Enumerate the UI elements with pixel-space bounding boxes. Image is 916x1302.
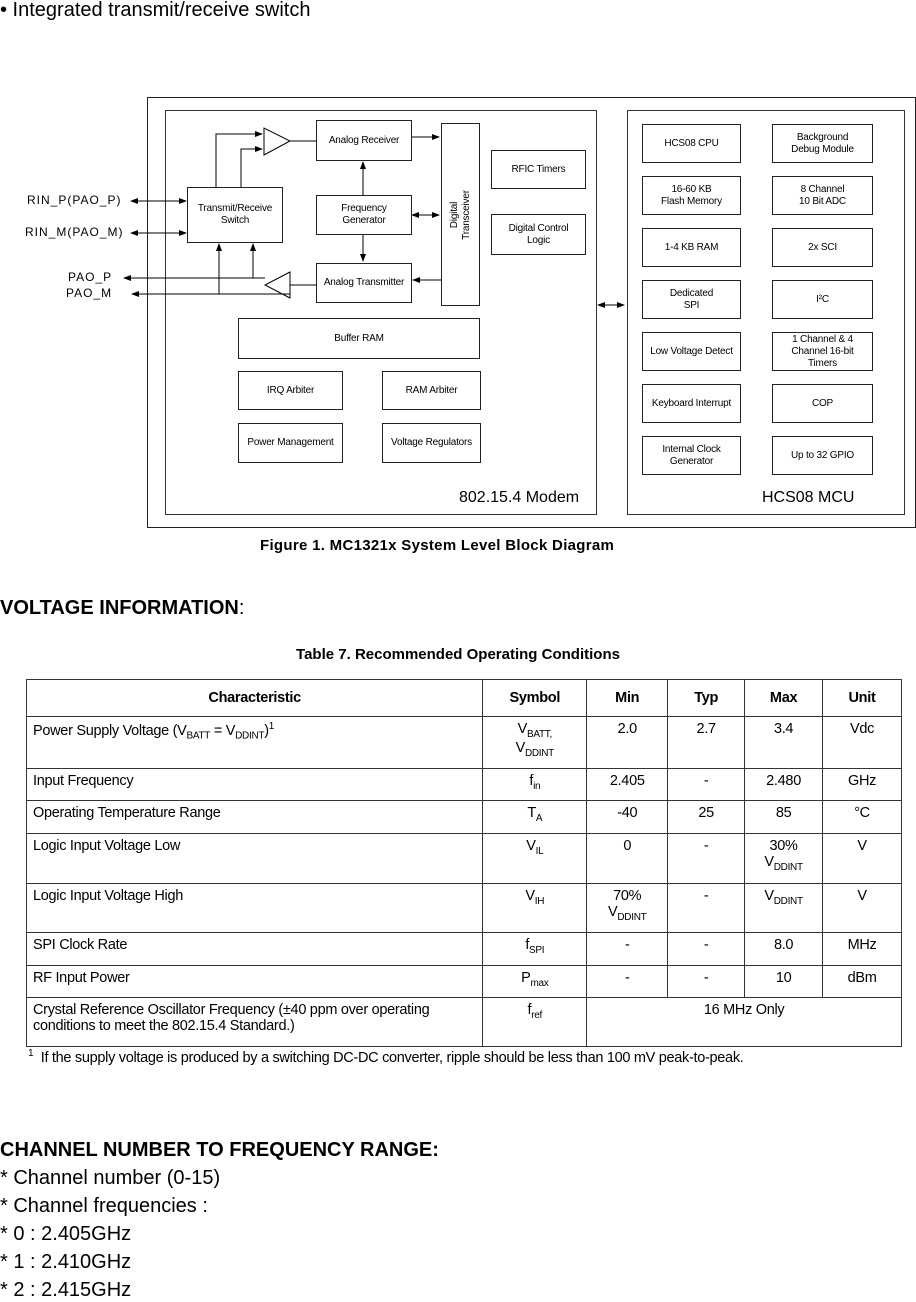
typ-cell: - <box>668 966 745 998</box>
bullet-text: • Integrated transmit/receive switch <box>0 0 311 21</box>
characteristic-cell <box>27 717 483 769</box>
text: f <box>529 773 534 789</box>
max-cell <box>745 834 823 884</box>
text: f <box>525 937 530 953</box>
digital-transceiver-block <box>441 123 480 306</box>
frequency-generator-block: Frequency Generator <box>316 195 412 235</box>
table-row <box>27 769 902 801</box>
footnote-mark: 1 <box>28 1048 34 1059</box>
voltage-regulators-block: Voltage Regulators <box>382 423 481 463</box>
header-cell: Typ <box>668 680 745 717</box>
subscript: in <box>533 780 541 792</box>
text: 30% <box>769 838 798 854</box>
subscript: SPI <box>529 944 545 956</box>
tr-switch-block: Transmit/Receive Switch <box>187 187 283 243</box>
mcu-block: Dedicated SPI <box>642 280 741 319</box>
max-cell <box>745 884 823 933</box>
text: f <box>527 1002 532 1018</box>
subscript: DDINT <box>235 730 265 742</box>
mcu-block: 1 Channel & 4 Channel 16-bit Timers <box>772 332 873 371</box>
mcu-block: Internal Clock Generator <box>642 436 741 475</box>
typ-cell: - <box>668 769 745 801</box>
buffer-ram-block: Buffer RAM <box>238 318 480 359</box>
table-row <box>27 966 902 998</box>
min-cell: -40 <box>587 801 668 834</box>
text: V <box>515 739 525 756</box>
typ-cell: 25 <box>668 801 745 834</box>
characteristic-cell: Crystal Reference Oscillator Frequency (±40 ppm over operating conditions to meet the 802.15.4 Standard.) <box>27 998 483 1047</box>
symbol-cell <box>483 801 587 834</box>
table-row <box>27 998 902 1047</box>
subscript: BATT <box>186 730 211 742</box>
mcu-block: 2x SCI <box>772 228 873 267</box>
unit-cell: dBm <box>823 966 902 998</box>
characteristic-cell: RF Input Power <box>27 966 483 998</box>
min-cell: 2.0 <box>587 717 668 769</box>
text: V <box>517 721 527 737</box>
characteristic-cell: Logic Input Voltage Low <box>27 834 483 884</box>
min-cell: 0 <box>587 834 668 884</box>
typ-cell: - <box>668 884 745 933</box>
symbol-cell <box>483 834 587 884</box>
max-cell: 85 <box>745 801 823 834</box>
channel-line: * 2 : 2.415GHz <box>0 1279 132 1301</box>
header-cell: Max <box>745 680 823 717</box>
voltage-heading-colon: : <box>238 597 245 619</box>
text: V <box>526 838 536 854</box>
characteristic-cell: Operating Temperature Range <box>27 801 483 834</box>
mcu-block: COP <box>772 384 873 423</box>
subscript: DDINT <box>773 861 803 873</box>
ram-arbiter-block: RAM Arbiter <box>382 371 481 410</box>
unit-cell: Vdc <box>823 717 902 769</box>
pin-label: RIN_M(PAO_M) <box>25 225 124 239</box>
text: V <box>525 888 535 904</box>
subscript: max <box>530 977 549 989</box>
channel-line: * 1 : 2.410GHz <box>0 1251 132 1273</box>
table-row <box>27 801 902 834</box>
text: Power Supply Voltage (V <box>33 722 187 739</box>
header-cell: Min <box>587 680 668 717</box>
table-row <box>27 933 902 966</box>
modem-label: 802.15.4 Modem <box>459 489 580 506</box>
min-cell: - <box>587 966 668 998</box>
mcu-block: HCS08 CPU <box>642 124 741 163</box>
header-cell: Characteristic <box>27 680 483 717</box>
subscript: BATT, <box>526 728 552 740</box>
text: T <box>527 805 536 821</box>
symbol-cell <box>483 933 587 966</box>
pin-label: PAO_M <box>66 286 113 300</box>
rfic-timers-block: RFIC Timers <box>491 150 586 189</box>
mcu-block: I²C <box>772 280 873 319</box>
symbol-cell <box>483 884 587 933</box>
unit-cell: MHz <box>823 933 902 966</box>
text: V <box>764 888 774 904</box>
table-row <box>27 717 902 769</box>
symbol-cell <box>483 769 587 801</box>
min-cell: - <box>587 933 668 966</box>
footnote-text: If the supply voltage is produced by a switching DC-DC converter, ripple should be less than 100 mV peak-to-peak. <box>40 1049 744 1066</box>
symbol-cell <box>483 717 587 769</box>
subscript: A <box>535 812 543 824</box>
channel-line: * Channel frequencies : <box>0 1195 208 1217</box>
table-row <box>27 834 902 884</box>
value-span-cell: 16 MHz Only <box>587 998 902 1047</box>
text: P <box>521 970 531 986</box>
table-footnote <box>28 1048 744 1066</box>
typ-cell: - <box>668 834 745 884</box>
min-cell <box>587 884 668 933</box>
characteristic-cell: Input Frequency <box>27 769 483 801</box>
symbol-cell <box>483 998 587 1047</box>
text: V <box>608 904 618 920</box>
digital-transceiver-label: Digital Transceiver <box>448 189 472 240</box>
footnote-ref: 1 <box>268 721 274 732</box>
voltage-heading-text: VOLTAGE INFORMATION <box>0 597 239 619</box>
mcu-block: 16-60 KB Flash Memory <box>642 176 741 215</box>
subscript: DDINT <box>773 895 803 907</box>
subscript: DDINT <box>617 911 647 923</box>
mcu-block: Background Debug Module <box>772 124 873 163</box>
figure-caption: Figure 1. MC1321x System Level Block Diagram <box>260 537 615 554</box>
mcu-block: Low Voltage Detect <box>642 332 741 371</box>
digital-control-logic-block: Digital Control Logic <box>491 214 586 255</box>
text: V <box>764 854 774 870</box>
pin-label: PAO_P <box>68 270 113 284</box>
mcu-label: HCS08 MCU <box>762 489 855 506</box>
characteristic-cell: Logic Input Voltage High <box>27 884 483 933</box>
max-cell: 2.480 <box>745 769 823 801</box>
typ-cell: - <box>668 933 745 966</box>
max-cell: 10 <box>745 966 823 998</box>
subscript: IH <box>534 895 545 907</box>
min-cell: 2.405 <box>587 769 668 801</box>
text: 70% <box>613 888 642 904</box>
subscript: IL <box>535 845 544 857</box>
characteristic-cell: SPI Clock Rate <box>27 933 483 966</box>
max-cell: 8.0 <box>745 933 823 966</box>
analog-receiver-block: Analog Receiver <box>316 120 412 161</box>
irq-arbiter-block: IRQ Arbiter <box>238 371 343 410</box>
channel-line: * 0 : 2.405GHz <box>0 1223 132 1245</box>
max-cell: 3.4 <box>745 717 823 769</box>
subscript: ref <box>531 1009 543 1021</box>
table-header-row <box>27 680 902 717</box>
mcu-block: Up to 32 GPIO <box>772 436 873 475</box>
header-cell: Unit <box>823 680 902 717</box>
subscript: DDINT <box>524 747 554 759</box>
mcu-block: 1-4 KB RAM <box>642 228 741 267</box>
table-row <box>27 884 902 933</box>
table-title: Table 7. Recommended Operating Conditions <box>296 646 620 663</box>
mcu-block: Keyboard Interrupt <box>642 384 741 423</box>
unit-cell: V <box>823 834 902 884</box>
mcu-block: 8 Channel 10 Bit ADC <box>772 176 873 215</box>
channel-line: * Channel number (0-15) <box>0 1167 221 1189</box>
text: = V <box>210 722 236 739</box>
pin-label: RIN_P(PAO_P) <box>27 193 122 207</box>
analog-transmitter-block: Analog Transmitter <box>316 263 412 303</box>
typ-cell: 2.7 <box>668 717 745 769</box>
unit-cell: GHz <box>823 769 902 801</box>
header-cell: Symbol <box>483 680 587 717</box>
text: ) <box>264 722 269 739</box>
voltage-heading <box>0 597 244 620</box>
unit-cell: °C <box>823 801 902 834</box>
power-management-block: Power Management <box>238 423 343 463</box>
symbol-cell <box>483 966 587 998</box>
unit-cell: V <box>823 884 902 933</box>
channel-heading: CHANNEL NUMBER TO FREQUENCY RANGE: <box>0 1139 439 1161</box>
operating-conditions-table <box>26 679 902 1047</box>
